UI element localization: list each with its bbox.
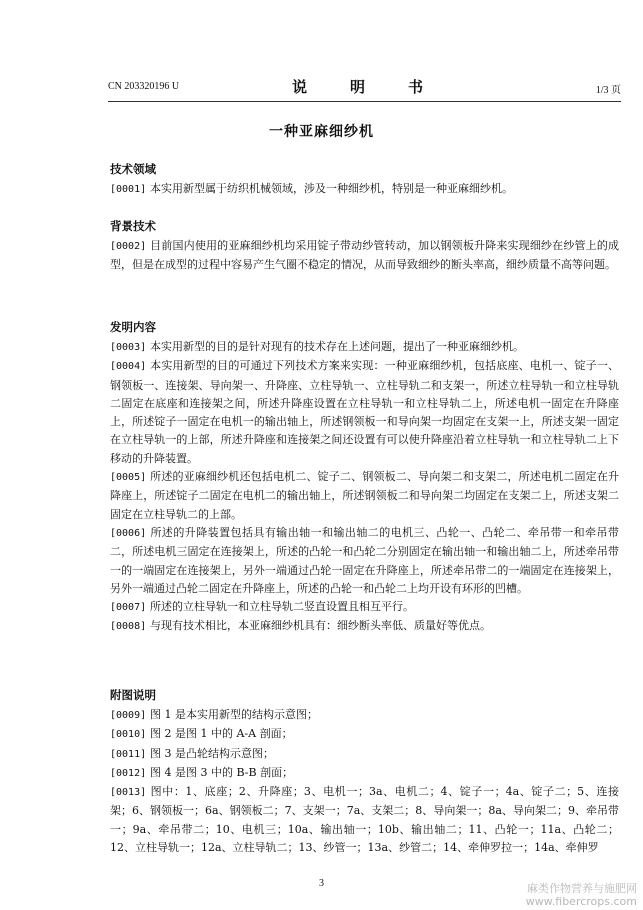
paragraph-number: [0004] — [110, 361, 147, 373]
paragraph — [110, 745, 619, 764]
paragraph-number: [0007] — [110, 602, 147, 614]
section-technical-field — [110, 160, 619, 199]
paragraph-text: 目前国内使用的亚麻细纱机均采用锭子带动纱管转动，加以钢领板升降来实现细纱在纱管上的成型，但是在成型的过程中容易产生气圈不稳定的情况，从而导致细纱的断头率高，细纱质量不高等问题。 — [110, 239, 619, 272]
paragraph — [110, 468, 619, 524]
paragraph-text: 图 2 是图 1 中的 A-A 剖面； — [150, 727, 293, 741]
paragraph-text: 本实用新型的目的可通过下列技术方案来实现：一种亚麻细纱机，包括底座、电机一、锭子一、钢领板一、连接架、导向架一、升降座、立柱导轨一、立柱导轨二和支架一，所述立柱导轨一和立柱导轨二固定在底座和连接架之间，所述升降座设置在立柱导轨一和立柱导轨二上，所述电机一固定在升降座上，所述锭子一固定在电机一的输出轴上，所述钢领板一和导向架一均固定在支架一上，所述支架一固定在立柱导轨一的上部，所述升降座和连接架之间还设置有可以使升降座沿着立柱导轨一和立柱导轨二上下移动的升降装置。 — [110, 359, 619, 465]
section-heading: 技术领域 — [110, 162, 156, 176]
paragraph-text: 图 4 是图 3 中的 B-B 剖面； — [150, 765, 294, 779]
paragraph-text: 本实用新型属于纺织机械领域，涉及一种细纱机，特别是一种亚麻细纱机。 — [150, 182, 513, 195]
paragraph — [110, 357, 619, 468]
paragraph — [110, 237, 619, 275]
page-header — [108, 76, 621, 100]
paragraph — [110, 598, 619, 617]
paragraph-number: [0009] — [110, 710, 147, 721]
paragraph-number: [0005] — [110, 472, 147, 484]
page-number: 3 — [319, 878, 324, 889]
section-heading: 附图说明 — [110, 688, 156, 702]
paragraph — [110, 725, 619, 744]
paragraph-text: 所述的亚麻细纱机还包括电机二、锭子二、钢领板二、导向架二和支架二，所述电机二固定在升降座上，所述锭子二固定在电机二的输出轴上，所述钢领板二和导向架二均固定在支架二上，所述支架二固定在立柱导轨二的上部。 — [110, 470, 619, 521]
paragraph — [110, 764, 619, 783]
paragraph — [110, 338, 619, 357]
section-heading: 背景技术 — [110, 219, 156, 233]
watermark — [526, 882, 637, 908]
paragraph-number: [0012] — [110, 767, 147, 779]
document-number: CN 203320196 U — [108, 81, 180, 92]
section-background — [110, 217, 619, 275]
section-heading: 发明内容 — [110, 320, 156, 334]
paragraph — [110, 180, 619, 199]
paragraph-text: 图 1 是本实用新型的结构示意图； — [150, 708, 318, 721]
paragraph-text: 所述的立柱导轨一和立柱导轨二竖直设置且相互平行。 — [150, 600, 414, 614]
paragraph-number: [0006] — [110, 527, 147, 539]
document-title: 一种亚麻细纱机 — [269, 124, 374, 140]
paragraph-text: 所述的升降装置包括具有输出轴一和输出轴二的电机三、凸轮一、凸轮二、牵吊带一和牵吊带二，所述电机三固定在连接架上，所述的凸轮一和凸轮二分别固定在输出轴一和输出轴二上，所述牵吊带一的一端固定在连接架上，另外一端通过凸轮一固定在升降座上，所述牵吊带二的一端固定在连接架上，另外一端通过凸轮二固定在升降座上，所述的凸轮一和凸轮二上均开设有环形的凹槽。 — [110, 525, 619, 595]
paragraph-number: [0002] — [110, 241, 147, 252]
paragraph-number: [0001] — [110, 184, 147, 195]
watermark-site-name: 麻类作物营养与施肥网 — [527, 882, 637, 895]
header-divider — [108, 101, 621, 102]
paragraph — [110, 617, 619, 636]
paragraph-text: 本实用新型的目的是针对现有的技术存在上述问题，提出了一种亚麻细纱机。 — [150, 340, 524, 353]
paragraph — [110, 706, 619, 725]
paragraph-number: [0010] — [110, 729, 147, 741]
paragraph — [110, 524, 619, 598]
paragraph-number: [0013] — [110, 787, 147, 799]
paragraph-number: [0003] — [110, 342, 147, 353]
paragraph-text: 图中：1、底座；2、升降座；3、电机一；3a、电机二；4、锭子一；4a、锭子二；5、连接架；6、钢领板一；6a、钢领板二；7、支架一；7a、支架二；8、导向架一；8a、导向架二；9、牵吊带一；9a、牵吊带二；10、电机三；10a、输出轴一；10b、输出轴二；11、凸轮一；11a、凸轮二；12、立柱导轨一；12a、立柱导轨二；13、纱管一；13a、纱管二；14、牵伸罗拉一；14a、牵伸罗 — [110, 785, 619, 855]
page-count: 1/3 页 — [595, 85, 621, 96]
paragraph-number: [0011] — [110, 748, 147, 760]
paragraph — [110, 783, 619, 857]
paragraph-text: 图 3 是凸轮结构示意图； — [150, 746, 274, 760]
watermark-url: www.fibercrops.com — [525, 895, 637, 908]
section-invention-content — [110, 318, 619, 637]
paragraph-number: [0008] — [110, 621, 147, 633]
section-drawings-description — [110, 686, 619, 857]
paragraph-text: 与现有技术相比，本亚麻细纱机具有：细纱断头率低、质量好等优点。 — [150, 619, 491, 633]
document-type: 说 明 书 — [291, 78, 437, 96]
